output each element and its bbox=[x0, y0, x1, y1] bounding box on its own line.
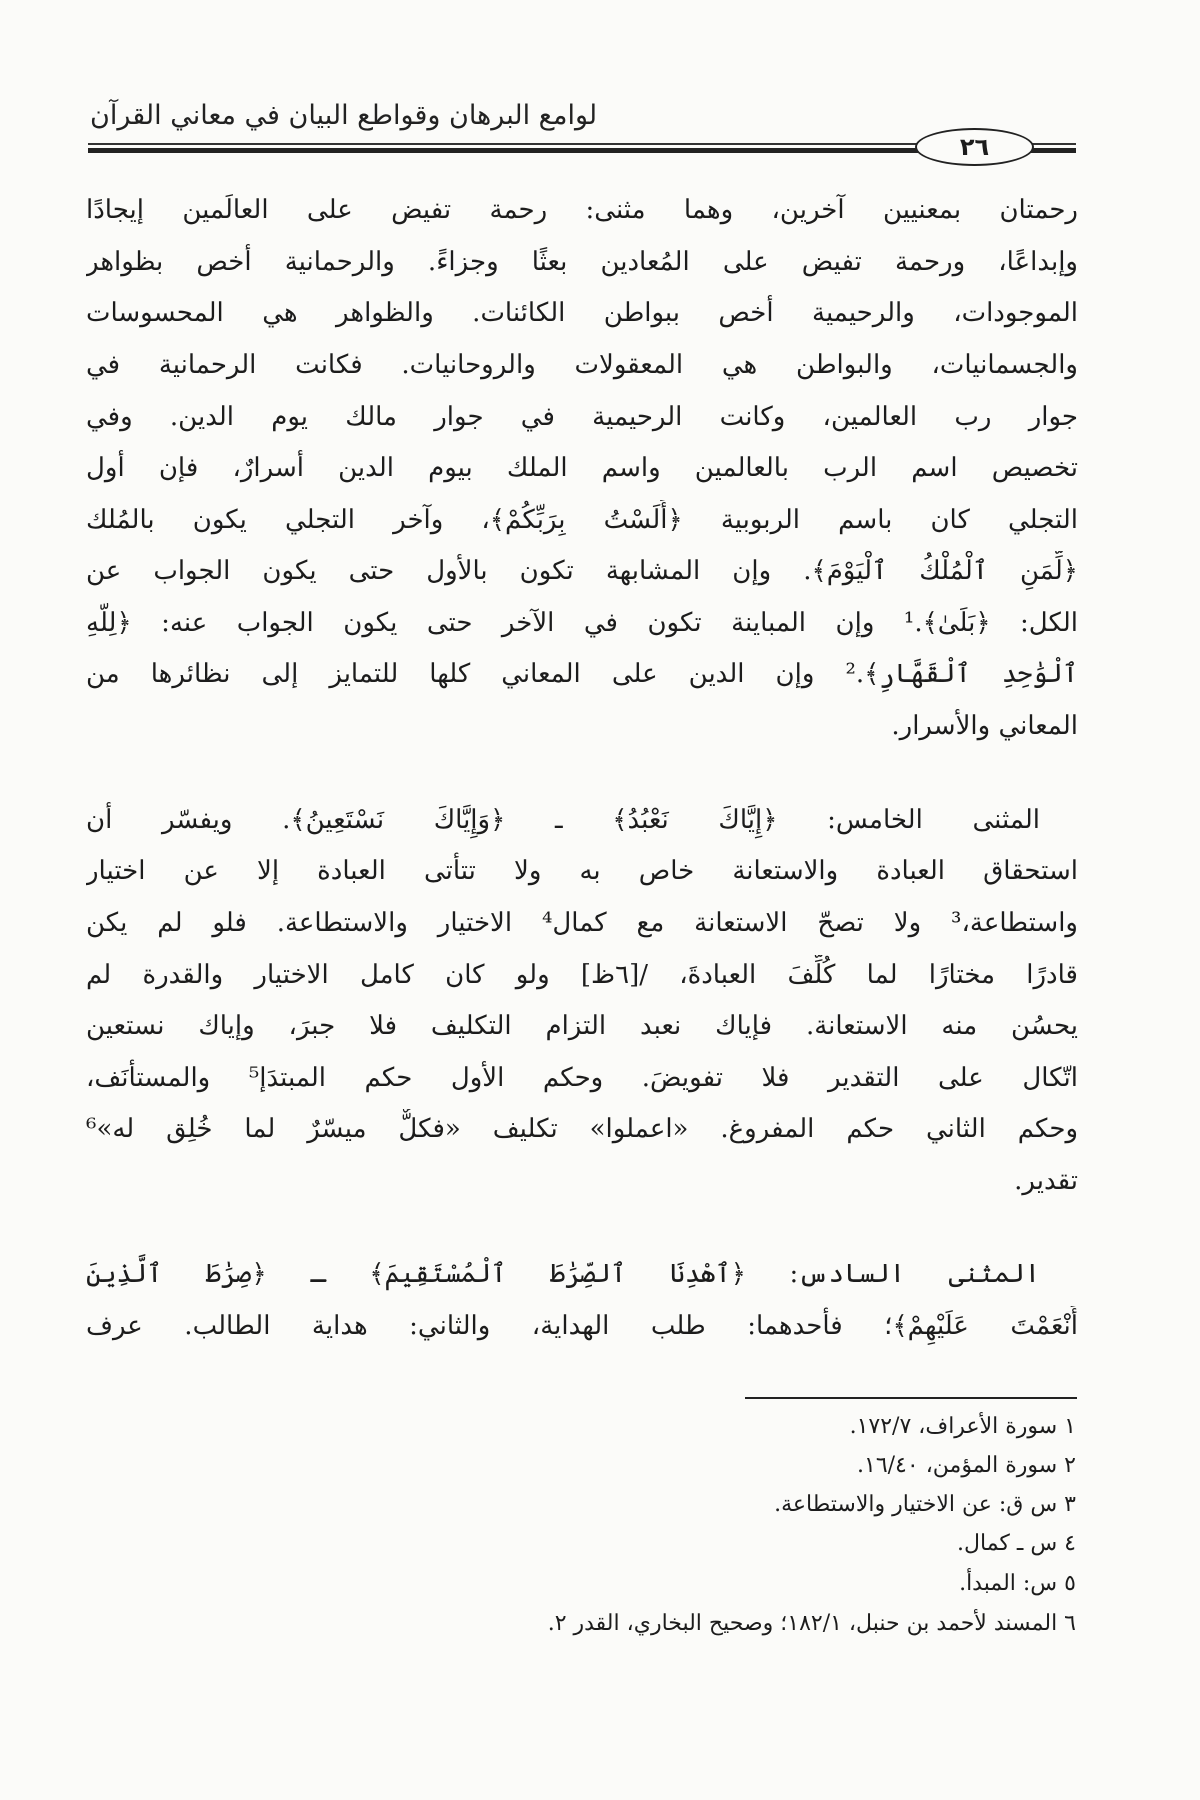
text-line: الكل: ﴿بَلَىٰ﴾.¹ وإن المباينة تكون في الآخر حتى يكون الجواب عنه: ﴿لِلَّهِ bbox=[86, 608, 1078, 638]
text-line: وإبداعًا، ورحمة تفيض على المُعادين بعثًا وجزاءً. والرحمانية أخص بظواهر bbox=[86, 247, 1078, 277]
text-line: أَنْعَمْتَ عَلَيْهِمْ﴾؛ فأحدهما: طلب الهداية، والثاني: هداية الطالب. عرف bbox=[86, 1311, 1078, 1341]
text-line: المثنى الخامس: ﴿إِيَّاكَ نَعْبُدُ﴾ ـ ﴿وَإِيَّاكَ نَسْتَعِينُ﴾. ويفسّر أن bbox=[86, 805, 1040, 835]
text-line: رحمتان بمعنيين آخرين، وهما مثنى: رحمة تفيض على العالَمين إيجادًا bbox=[86, 195, 1078, 225]
text-line: اتّكال على التقدير فلا تفويضَ. وحكم الأول حكم المبتدَإ⁵ والمستأنَف، bbox=[86, 1063, 1078, 1093]
text-line: قادرًا مختارًا لما كُلِّفَ العبادةَ، /[٦ظ] ولو كان كامل الاختيار والقدرة لم bbox=[86, 960, 1078, 990]
text-line: التجلي كان باسم الربوبية ﴿أَلَسْتُ بِرَبِّكُمْ﴾، وآخر التجلي يكون بالمُلك bbox=[86, 505, 1078, 535]
footnote-separator bbox=[745, 1397, 1077, 1399]
text-line: جوار رب العالمين، وكانت الرحيمية في جوار مالك يوم الدين. وفي bbox=[86, 402, 1078, 432]
footnote: ٥ س: المبدأ. bbox=[959, 1571, 1076, 1596]
footnote: ١ سورة الأعراف، ١٧٢/٧. bbox=[849, 1414, 1076, 1439]
footnote: ٤ س ـ كمال. bbox=[957, 1531, 1076, 1556]
text-line: ٱلْوَٰحِدِ ٱلْقَهَّارِ﴾.² وإن الدين على المعاني كلها للتمايز إلى نظائرها من bbox=[86, 659, 1078, 689]
text-line: المثنى السادس: ﴿ٱهْدِنَا ٱلصِّرَٰطَ ٱلْمُسْتَقِيمَ﴾ ـ ﴿صِرَٰطَ ٱلَّذِينَ bbox=[86, 1259, 1040, 1289]
text-line: استحقاق العبادة والاستعانة خاص به ولا تتأتى العبادة إلا عن اختيار bbox=[86, 856, 1078, 886]
footnote: ٦ المسند لأحمد بن حنبل، ١٨٢/١؛ وصحيح البخاري، القدر ٢. bbox=[547, 1611, 1076, 1636]
text-line: واستطاعة،³ ولا تصحّ الاستعانة مع كمال⁴ الاختيار والاستطاعة. فلو لم يكن bbox=[86, 908, 1078, 938]
book-title: لوامع البرهان وقواطع البيان في معاني القرآن bbox=[90, 100, 598, 131]
text-line: المعاني والأسرار. bbox=[891, 711, 1078, 741]
text-line: تقدير. bbox=[1014, 1166, 1078, 1196]
footnote: ٣ س ق: عن الاختيار والاستطاعة. bbox=[774, 1492, 1076, 1517]
text-line: الموجودات، والرحيمية أخص ببواطن الكائنات. والظواهر هي المحسوسات bbox=[86, 298, 1078, 328]
page-number: ٢٦ bbox=[915, 128, 1034, 166]
text-line: تخصيص اسم الرب بالعالمين واسم الملك بيوم الدين أسرارٌ، فإن أول bbox=[86, 453, 1078, 483]
footnote: ٢ سورة المؤمن، ١٦/٤٠. bbox=[857, 1453, 1076, 1478]
text-line: وحكم الثاني حكم المفروغ. «اعملوا» تكليف «فكلٌّ ميسّرٌ لما خُلِق له»⁶ bbox=[86, 1114, 1078, 1144]
text-line: ﴿لِّمَنِ ٱلْمُلْكُ ٱلْيَوْمَ﴾. وإن المشابهة تكون بالأول حتى يكون الجواب عن bbox=[86, 556, 1078, 586]
text-line: يحسُن منه الاستعانة. فإياك نعبد التزام التكليف فلا جبرَ، وإياك نستعين bbox=[86, 1011, 1078, 1041]
text-line: والجسمانيات، والبواطن هي المعقولات والروحانيات. فكانت الرحمانية في bbox=[86, 350, 1078, 380]
